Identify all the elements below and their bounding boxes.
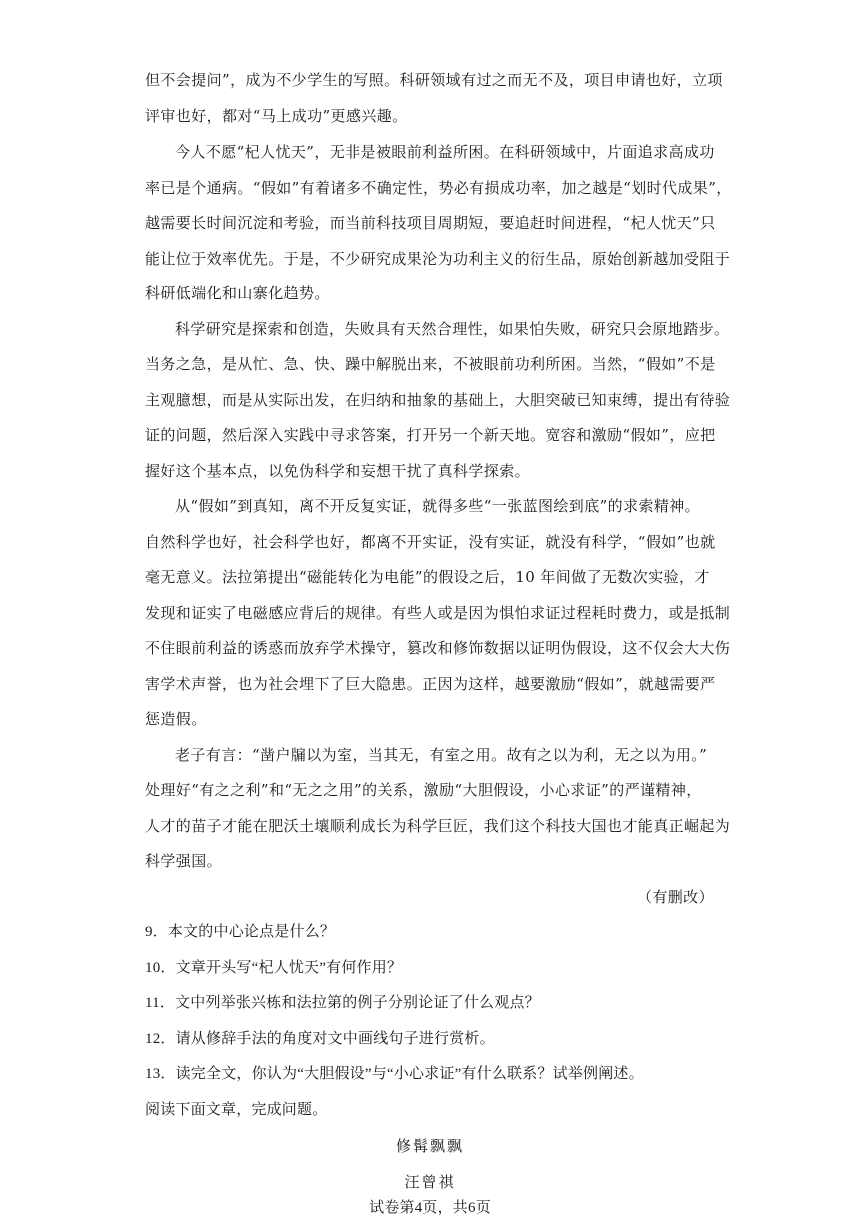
article-author: 汪曾祺 [404,1173,456,1191]
article-title: 修髯飘飘 [395,1137,464,1155]
article-line: 证的问题，然后深入实践中寻求答案，打开另一个新天地。宽容和激励“假如”，应把 [145,426,716,444]
article-line: 科学强国。 [145,852,223,870]
article-line: 人才的苗子才能在肥沃土壤顺利成长为科学巨匠，我们这个科技大国也才能真正崛起为 [145,817,731,835]
question-item: 13．读完全文，你认为“大胆假设”与“小心求证”有什么联系？试举例阐述。 [145,1066,644,1082]
article-line: 自然科学也好，社会科学也好，都离不开实证，没有实证，就没有科学，“假如”也就 [145,533,716,551]
article-line: 主观臆想，而是从实际出发，在归纳和抽象的基础上，大胆突破已知束缚，提出有待验 [145,391,731,409]
article-line: 从“假如”到真知，离不开反复实证，就得多些“一张蓝图绘到底”的求索精神。 [175,497,701,515]
question-item: 9．本文的中心论点是什么？ [145,924,336,940]
article-line: 当务之急，是从忙、急、快、躁中解脱出来，不被眼前功利所困。当然，“假如”不是 [145,355,716,373]
article-line: 越需要长时间沉淀和考验，而当前科技项目周期短，要追赶时间进程，“杞人忧天”只 [145,214,716,232]
page-footer: 试卷第4页，共6页 [369,1200,491,1216]
article-line: 科学研究是探索和创造，失败具有天然合理性，如果怕失败，研究只会原地踏步。 [175,320,730,338]
article-line: 握好这个基本点，以免伪科学和妄想干扰了真科学探索。 [145,462,531,480]
article-line: 发现和证实了电磁感应背后的规律。有些人或是因为惧怕求证过程耗时费力，或是抵制 [145,604,731,622]
article-line: 今人不愿“杞人忧天”，无非是被眼前利益所困。在科研领域中，片面追求高成功 [175,143,715,161]
article-line: 害学术声誉，也为社会埋下了巨大隐患。正因为这样，越要激励“假如”，就越需要严 [145,675,716,693]
article-line: 老子有言：“凿户牖以为室，当其无，有室之用。故有之以为利，无之以为用。” [175,746,708,764]
article-line: 惩造假。 [145,710,207,728]
article-line: 能让位于效率优先。于是，不少研究成果沦为功利主义的衍生品，原始创新越加受阻于 [145,250,731,268]
question-item: 12．请从修辞手法的角度对文中画线句子进行赏析。 [145,1031,495,1047]
article-line: 但不会提问”，成为不少学生的写照。科研领域有过之而无不及，项目申请也好，立项 [145,71,723,89]
article-line: 率已是个通病。“假如”有着诸多不确定性，势必有损成功率，加之越是“划时代成果”， [145,179,732,197]
article-line: 科研低端化和山寨化趋势。 [145,284,330,302]
article-line: 评审也好，都对“马上成功”更感兴趣。 [145,107,408,125]
source-note: （有删改） [636,888,714,906]
reading-instruction: 阅读下面文章，完成问题。 [145,1102,328,1118]
question-item: 11．文中列举张兴栋和法拉第的例子分别论证了什么观点？ [145,995,540,1011]
article-line: 处理好“有之之利”和“无之之用”的关系，激励“大胆假设，小心求证”的严谨精神， [145,781,702,799]
question-item: 10．文章开头写“杞人忧天”有何作用？ [145,960,403,976]
article-line: 不住眼前利益的诱惑而放弃学术操守，篡改和修饰数据以证明伪假设，这不仅会大大伤 [145,639,731,657]
article-line: 毫无意义。法拉第提出“磁能转化为电能”的假设之后，10 年间做了无数次实验，才 [145,568,710,586]
